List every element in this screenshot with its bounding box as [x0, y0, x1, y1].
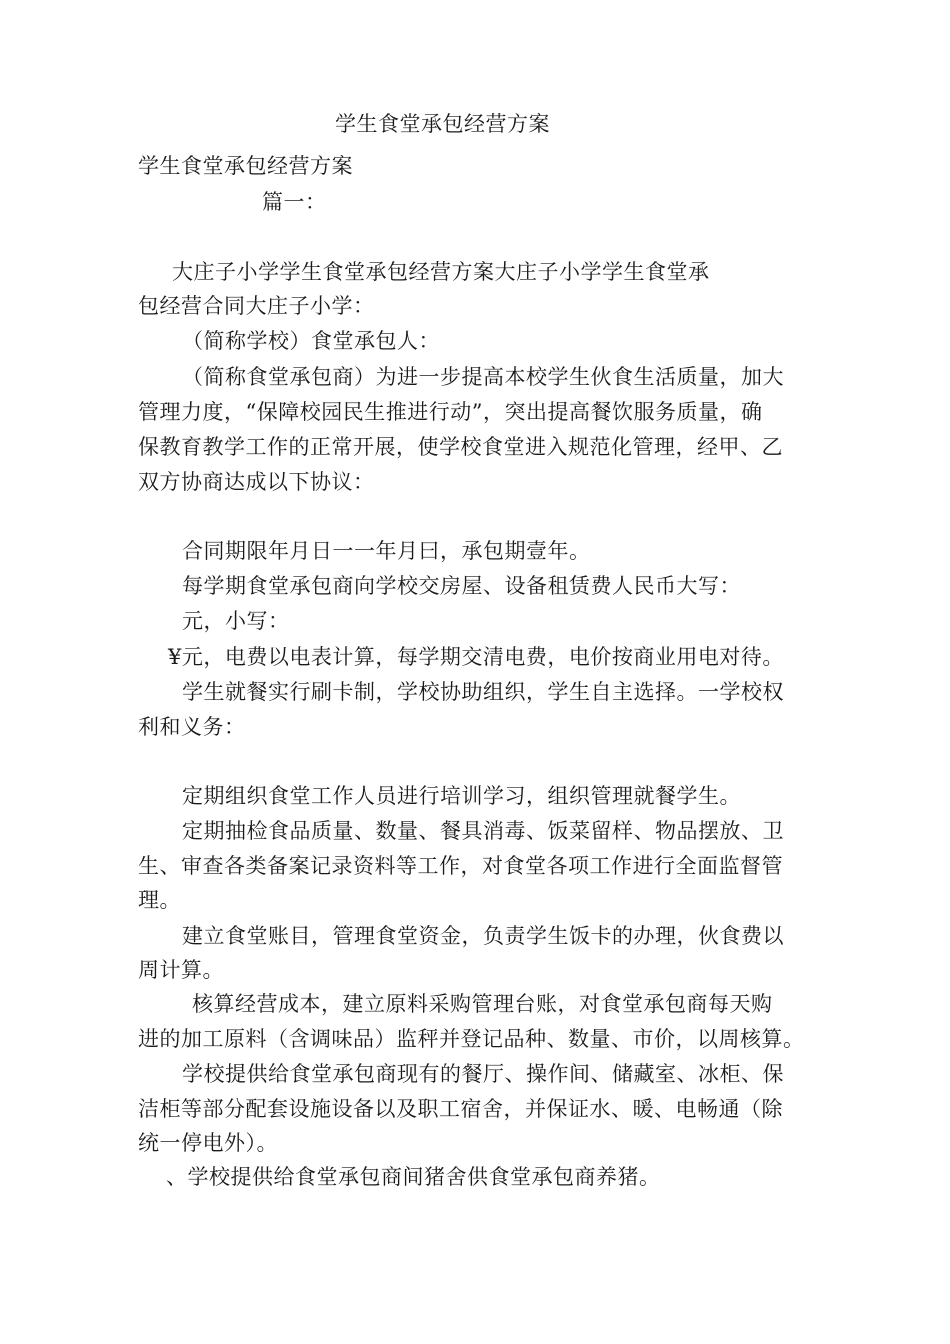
paragraph-line: 双方协商达成以下协议：	[138, 470, 375, 494]
paragraph-line: （简称学校）食堂承包人：	[182, 329, 440, 353]
paragraph-line: 元，小写：	[182, 609, 290, 633]
paragraph-line: 管理力度，“保障校园民生推进行动”，突出提高餐饮服务质量，确	[138, 400, 763, 424]
paragraph-line: 合同期限年月日一一年月曰，承包期壹年。	[182, 539, 591, 563]
document-subtitle: 学生食堂承包经营方案	[138, 154, 353, 178]
paragraph-line: 每学期食堂承包商向学校交房屋、设备租赁费人民币大写：	[182, 574, 741, 598]
paragraph-line: 包经营合同大庄子小学：	[138, 294, 375, 318]
paragraph-line: ¥元，电费以电表计算，每学期交清电费，电价按商业用电对待。	[168, 645, 784, 669]
paragraph-line: 保教育教学工作的正常开展，使学校食堂进入规范化管理，经甲、乙	[138, 435, 783, 459]
paragraph-line: 利和义务：	[138, 715, 246, 739]
paragraph-line: 、学校提供给食堂承包商间猪舍供食堂承包商养猪。	[166, 1165, 661, 1189]
paragraph-line: 周计算。	[138, 958, 224, 982]
paragraph-line: 学生就餐实行刷卡制，学校协助组织，学生自主选择。一学校权	[182, 680, 784, 704]
paragraph-line: 大庄子小学学生食堂承包经营方案大庄子小学学生食堂承	[172, 260, 710, 284]
paragraph-line: 定期组织食堂工作人员进行培训学习，组织管理就餐学生。	[182, 784, 741, 808]
paragraph-line: 进的加工原料（含调味品）监秤并登记品种、数量、市价，以周核算。	[138, 1027, 805, 1051]
paragraph-line: 定期抽检食品质量、数量、餐具消毒、饭菜留样、物品摆放、卫	[182, 819, 784, 843]
document-title: 学生食堂承包经营方案	[335, 112, 550, 136]
paragraph-line: 学校提供给食堂承包商现有的餐厅、操作间、储藏室、冰柜、保	[182, 1062, 784, 1086]
paragraph-line: （简称食堂承包商）为进一步提高本校学生伙食生活质量，加大	[182, 365, 784, 389]
paragraph-line: 理。	[138, 888, 181, 912]
section-heading: 篇一：	[262, 190, 327, 214]
paragraph-line: 洁柜等部分配套设施设备以及职工宿舍，并保证水、暖、电畅通（除	[138, 1097, 783, 1121]
paragraph-line: 生、审查各类备案记录资料等工作，对食堂各项工作进行全面监督管	[138, 854, 783, 878]
paragraph-line: 建立食堂账目，管理食堂资金，负责学生饭卡的办理，伙食费以	[182, 924, 784, 948]
paragraph-line: 统一停电外）。	[138, 1131, 278, 1155]
paragraph-line: 核算经营成本，建立原料采购管理台账，对食堂承包商每天购	[192, 992, 773, 1016]
